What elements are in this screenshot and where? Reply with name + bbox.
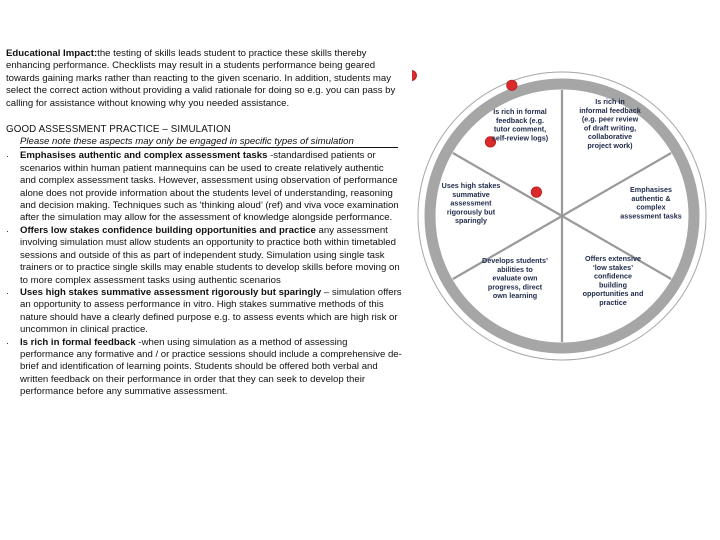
point-title: Offers low stakes confidence building opportunities and practice bbox=[20, 224, 316, 236]
segment-label-line: ‘low stakes’ bbox=[592, 262, 634, 272]
segment-label-line: assessment bbox=[450, 198, 492, 208]
segment-label-line: Emphasises bbox=[630, 185, 672, 194]
segment-label-line: practice bbox=[599, 298, 627, 307]
section-title: GOOD ASSESSMENT PRACTICE – SIMULATION bbox=[6, 124, 231, 136]
assessment-wheel-diagram bbox=[412, 68, 712, 364]
segment-label-line: progress, direct bbox=[487, 282, 543, 292]
segment-label-line: sparingly bbox=[455, 216, 487, 226]
bullet: · bbox=[6, 225, 9, 236]
list-item bbox=[6, 225, 402, 287]
list-item bbox=[6, 287, 402, 337]
point-body: -when using simulation as a method of assessing performance any formative and / or practice sessions should include a comprehensive de-brief and identification of learning points. Students should be offered both verbal and written feedback on their performance in order that they can seek to develop their performance before any summative assessment. bbox=[20, 336, 402, 398]
segment-label-line: own learning bbox=[492, 291, 538, 301]
segment-label-line: Uses high stakes bbox=[441, 181, 501, 190]
red-marker-dot bbox=[531, 187, 541, 197]
segment-label-line: collaborative bbox=[587, 132, 633, 142]
bullet: · bbox=[6, 151, 9, 162]
segment-label-line: confidence bbox=[594, 271, 632, 281]
segment-label-line: project work) bbox=[587, 141, 633, 150]
segment-label-line: (e.g. peer review bbox=[581, 114, 639, 124]
segment-label-line: tutor comment, bbox=[493, 124, 547, 134]
segment-label-line: feedback (e.g. bbox=[496, 115, 544, 125]
assessment-wheel-svg bbox=[412, 68, 712, 364]
educational-impact-paragraph bbox=[6, 48, 402, 110]
section-note: Please note these aspects may only be engaged in specific types of simulation bbox=[20, 136, 398, 148]
segment-label-1 bbox=[492, 107, 549, 142]
educational-impact-heading: Educational Impact: bbox=[6, 48, 98, 59]
segment-label-line: Offers extensive bbox=[585, 254, 641, 263]
practice-points-list bbox=[6, 150, 402, 398]
point-title: Uses high stakes summative assessment rigorously but sparingly bbox=[20, 286, 322, 298]
list-item bbox=[6, 150, 402, 224]
segment-label-line: self-review logs) bbox=[491, 133, 549, 143]
segment-label-line: evaluate own bbox=[492, 273, 538, 283]
segment-label-line: Is rich in bbox=[595, 97, 625, 106]
segment-label-line: opportunities and bbox=[582, 289, 644, 299]
segment-label-line: summative bbox=[452, 189, 490, 199]
red-marker-dot bbox=[507, 80, 517, 90]
segment-label-line: rigorously but bbox=[446, 207, 496, 217]
segment-label-line: informal feedback bbox=[579, 105, 641, 115]
list-item bbox=[6, 337, 402, 399]
segment-label-line: complex bbox=[636, 202, 666, 212]
red-marker-dot bbox=[412, 70, 417, 80]
point-body: -standardised patients or scenarios within human patient mannequins can be used to create relatively authentic and complex assessment tasks. However, assessment using observation of performance alone does not provide information about the students level of understanding, reasoning and decision making. Techniques such as ‘thinking aloud’ (ref) and viva voce examination after the simulation may allow for the assessment of knowledge alongside performance. bbox=[20, 150, 399, 224]
text-column bbox=[6, 48, 402, 399]
segment-label-line: of draft writing, bbox=[583, 123, 637, 133]
bullet: · bbox=[6, 287, 9, 298]
segment-label-line: Develops students’ bbox=[482, 256, 548, 265]
segment-label-2 bbox=[579, 97, 641, 150]
point-body: any assessment involving simulation must allow students an opportunity to practice both within timetabled sessions and outside of this as part of independent study. Simulation using single task trainers or to practice single skills may enable students to develop skills before moving on to more complex assessment tasks using authentic scenarios bbox=[20, 224, 400, 286]
point-title: Is rich in formal feedback bbox=[20, 336, 136, 348]
segment-label-line: Is rich in formal bbox=[493, 107, 547, 116]
point-body: – simulation offers an opportunity to assess performance in vitro. High stakes summative methods of this nature should have a clearly defined purpose e.g. to assess events which are high risk or uncommon in clinical practice. bbox=[20, 286, 402, 336]
segment-label-line: abilities to bbox=[497, 264, 533, 274]
educational-impact-body: the testing of skills leads student to practice these skills thereby enhancing performance. Checklists may result in a students performance being geared towards gaining marks rather than reacting to the given scenario. In addition, students may select the correct action without providing a valid rationale for doing so e.g. you can pass by calling for assistance without knowing why you needed assistance. bbox=[6, 48, 396, 109]
segment-label-line: assessment tasks bbox=[620, 211, 682, 221]
bullet: · bbox=[6, 337, 9, 348]
segment-label-line: authentic & bbox=[631, 193, 671, 203]
point-title: Emphasises authentic and complex assessment tasks bbox=[20, 150, 268, 162]
segment-label-line: building bbox=[599, 280, 627, 290]
